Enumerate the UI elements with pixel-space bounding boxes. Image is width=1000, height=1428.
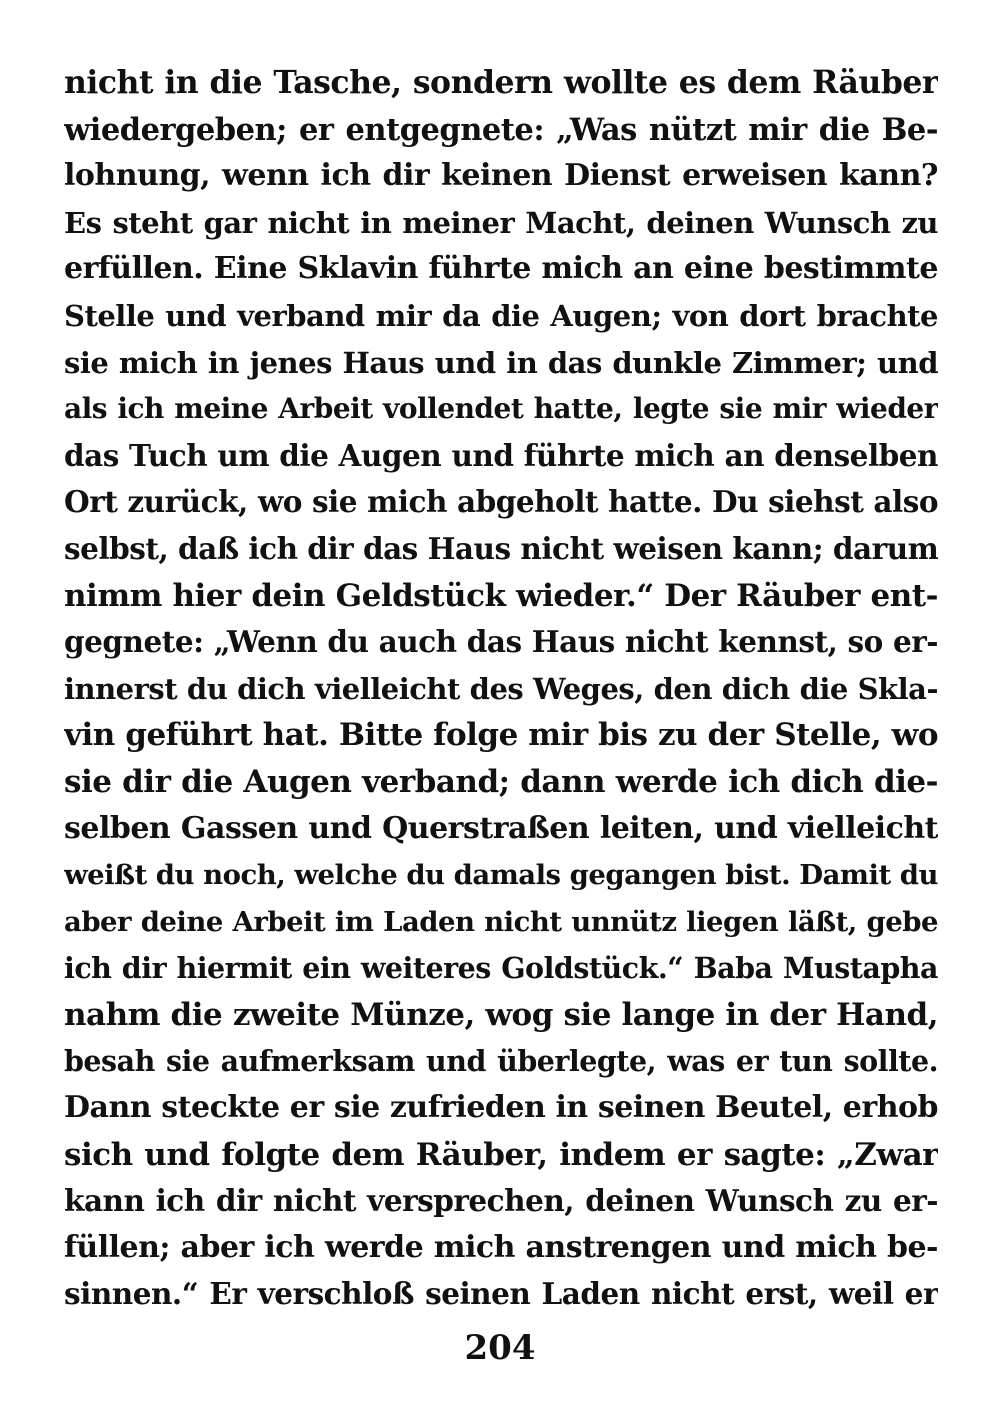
text-line: Dann steckte er sie zufrieden in seinen Beutel, erhob	[64, 1090, 938, 1126]
text-line: Stelle und verband mir da die Augen; von dort brachte	[64, 298, 938, 333]
text-line: vin geführt hat. Bitte folge mir bis zu der Stelle, wo	[64, 717, 938, 754]
text-line: sie dir die Augen verband; dann werde ich dich die-	[64, 763, 938, 800]
text-line: sinnen.“ Er verschloß seinen Laden nicht erst, weil er	[64, 1276, 938, 1312]
page-number: 204	[464, 1328, 536, 1368]
text-line: nicht in die Tasche, sondern wollte es dem Räuber	[64, 64, 938, 101]
text-line: als ich meine Arbeit vollendet hatte, legte sie mir wieder	[64, 392, 938, 426]
text-line: Ort zurück, wo sie mich abgeholt hatte. Du siehst also	[64, 484, 938, 520]
text-line: selbst, daß ich dir das Haus nicht weisen kann; darum	[64, 530, 938, 566]
text-line: besah sie aufmerksam und überlegte, was er tun sollte.	[64, 1044, 938, 1079]
text-line: Es steht gar nicht in meiner Macht, deinen Wunsch zu	[64, 205, 938, 240]
text-line: innerst du dich vielleicht des Weges, den dich die Skla-	[64, 671, 938, 706]
text-line: ich dir hiermit ein weiteres Goldstück.“ Baba Mustapha	[64, 951, 938, 986]
text-line: weißt du noch, welche du damals gegangen bist. Damit du	[64, 859, 938, 892]
text-line: sie mich in jenes Haus und in das dunkle Zimmer; und	[64, 345, 938, 380]
text-line: das Tuch um die Augen und führte mich an denselben	[64, 437, 938, 473]
text-line: nimm hier dein Geldstück wieder.“ Der Räuber ent-	[64, 577, 938, 614]
text-line: wiedergeben; er entgegnete: „Was nützt mir die Be-	[64, 111, 938, 148]
text-line: nahm die zweite Münze, wog sie lange in der Hand,	[64, 996, 938, 1033]
text-line: erfüllen. Eine Sklavin führte mich an eine bestimmte	[64, 251, 938, 287]
text-line: füllen; aber ich werde mich anstrengen und mich be-	[64, 1229, 938, 1265]
body-text	[64, 60, 938, 1318]
text-line: sich und folgte dem Räuber, indem er sagte: „Zwar	[64, 1136, 938, 1173]
text-line: lohnung, wenn ich dir keinen Dienst erweisen kann?	[64, 158, 938, 194]
text-line: gegnete: „Wenn du auch das Haus nicht kennst, so er-	[64, 624, 938, 660]
text-line: kann ich dir nicht versprechen, deinen Wunsch zu er-	[64, 1183, 938, 1219]
text-line: aber deine Arbeit im Laden nicht unnütz liegen läßt, gebe	[64, 905, 938, 938]
text-line: selben Gassen und Querstraßen leiten, und vielleicht	[64, 810, 938, 846]
